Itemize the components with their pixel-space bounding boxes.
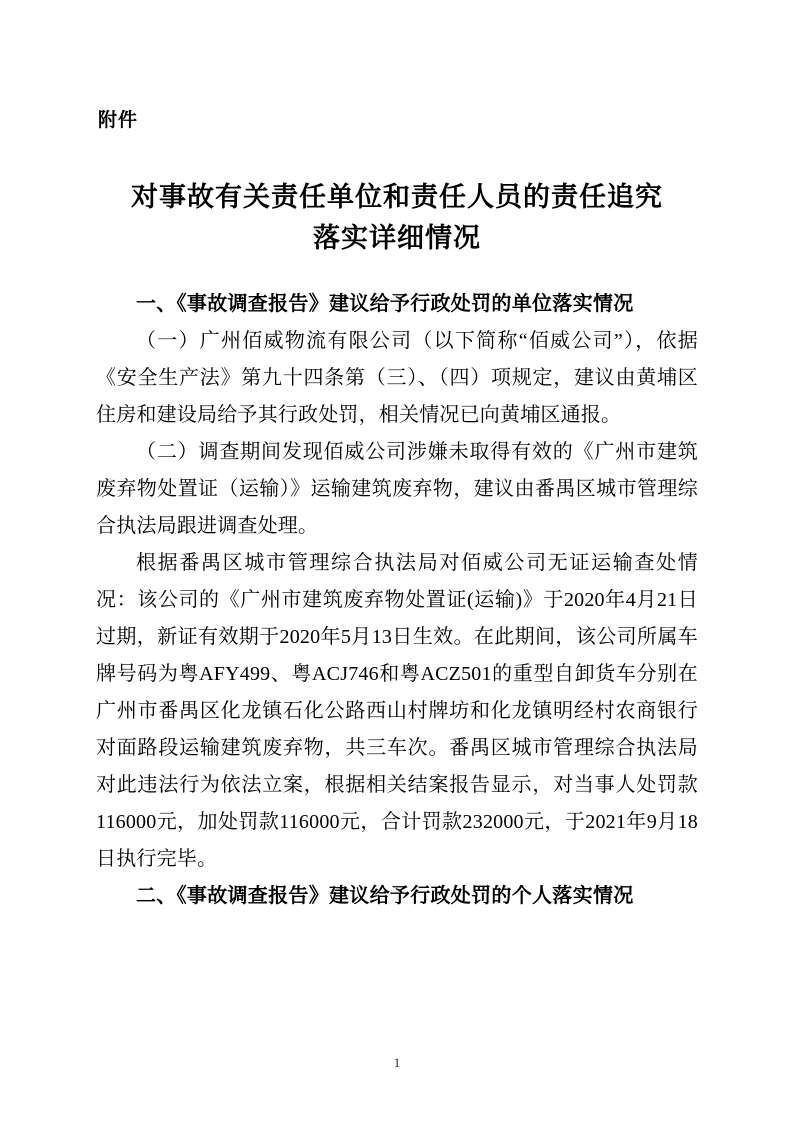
section-heading-one: 一、《事故调查报告》建议给予行政处罚的单位落实情况 [136, 293, 634, 316]
attachment-label: 附件 [98, 110, 139, 131]
page-title-line-1: 对事故有关责任单位和责任人员的责任追究 [131, 181, 663, 212]
paragraph-one: （一）广州佰威物流有限公司（以下简称“佰威公司”），依据《安全生产法》第九十四条第（三）、（四）项规定，建议由黄埔区住房和建设局给予其行政处罚，相关情况已向黄埔区通报。 [96, 330, 698, 427]
page-title-line-2: 落实详细情况 [313, 223, 481, 254]
paragraph-two: （二）调查期间发现佰威公司涉嫌未取得有效的《广州市建筑废弃物处置证（运输）》运输建筑废弃物，建议由番禺区城市管理综合执法局跟进调查处理。 [96, 441, 698, 538]
document-body [96, 286, 698, 915]
document-content [96, 108, 698, 915]
paragraph-three: 根据番禺区城市管理综合执法局对佰威公司无证运输查处情况：该公司的《广州市建筑废弃物处置证(运输)》于2020年4月21日过期，新证有效期于2020年5月13日生效。在此期间，该公司所属车牌号码为粤AFY499、粤ACJ746和粤ACZ501的重型自卸货车分别在广州市番禺区化龙镇石化公路西山村牌坊和化龙镇明经村农商银行对面路段运输建筑废弃物，共三车次。番禺区城市管理综合执法局对此违法行为依法立案，根据相关结案报告显示，对当事人处罚款116000元，加处罚款116000元，合计罚款232000元，于2021年9月18日执行完毕。 [96, 552, 698, 871]
section-heading-two: 二、《事故调查报告》建议给予行政处罚的个人落实情况 [136, 885, 634, 908]
page-number: 1 [393, 1055, 401, 1070]
page-title [96, 177, 698, 261]
